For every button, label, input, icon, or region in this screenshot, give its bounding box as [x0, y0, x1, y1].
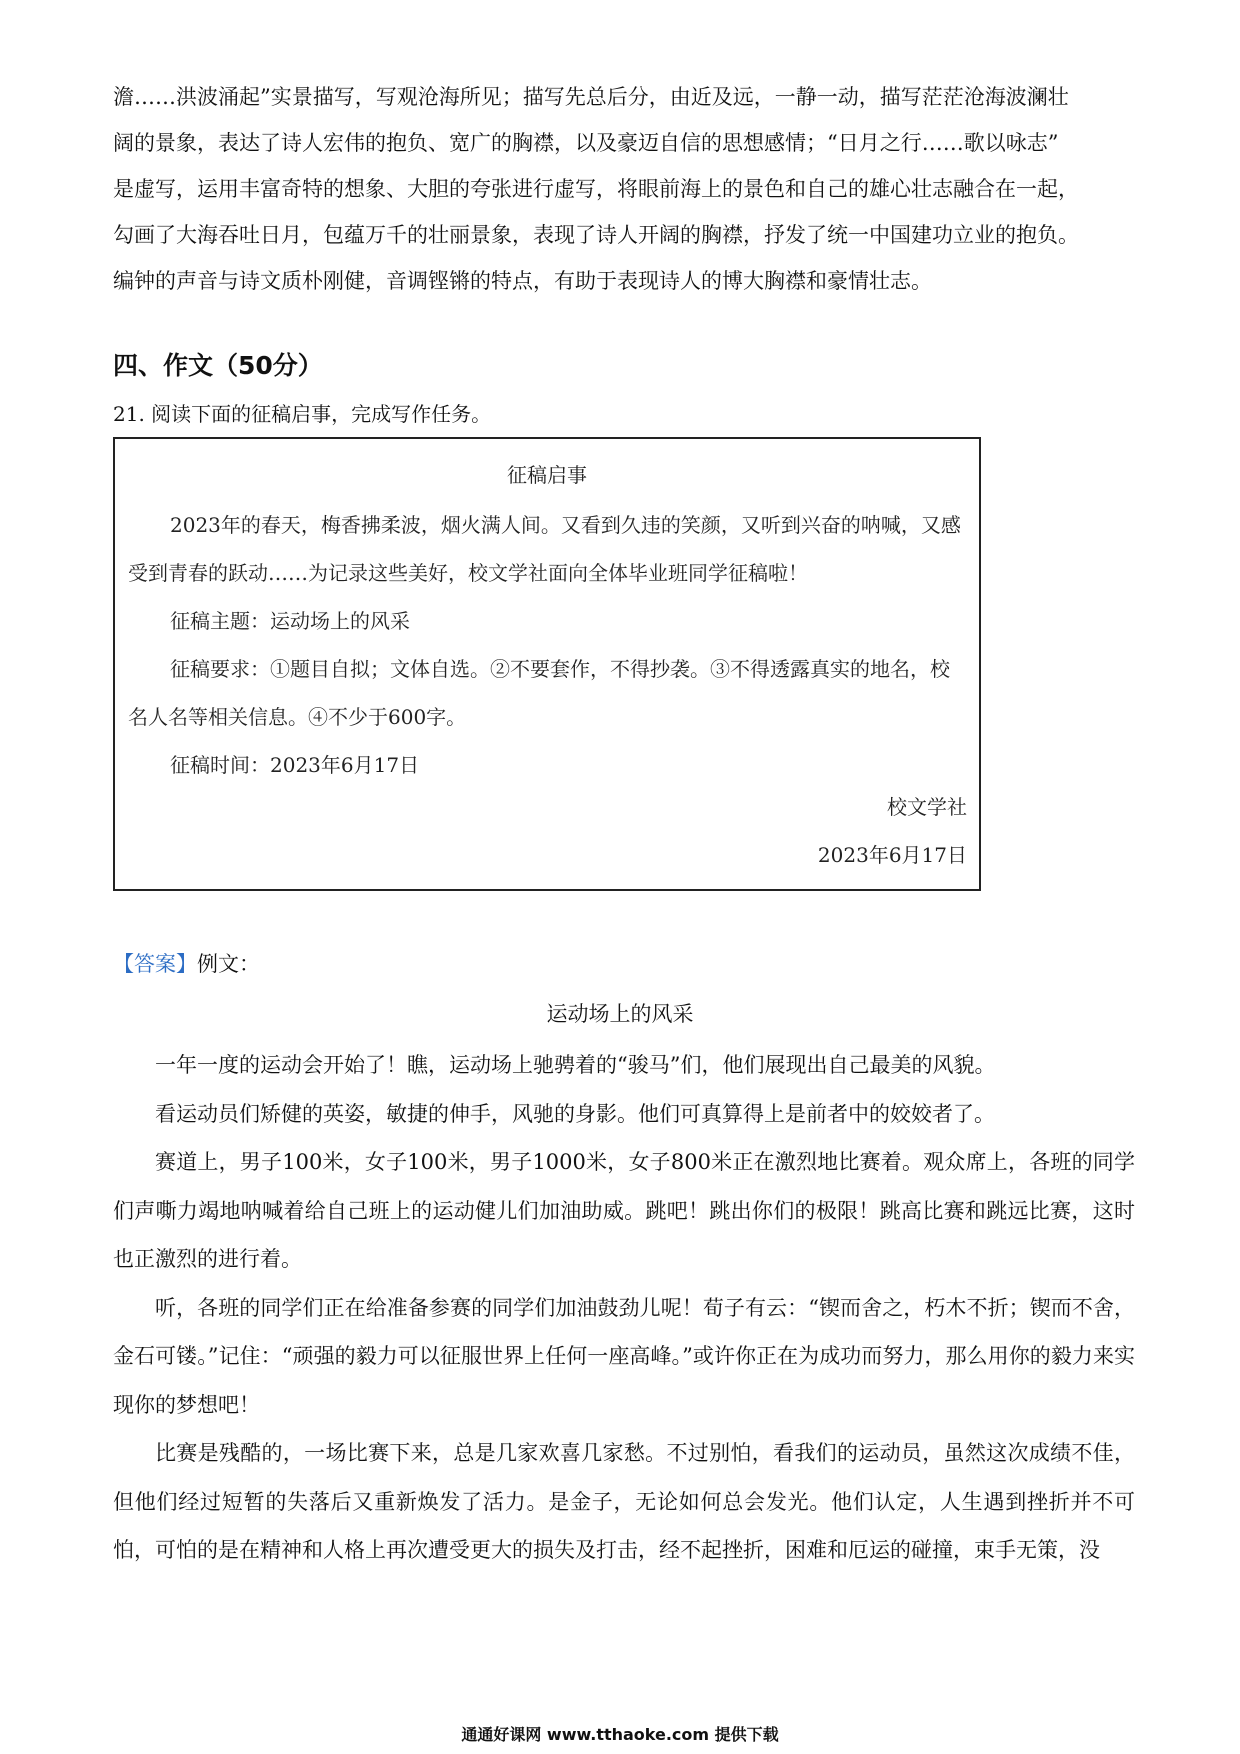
answer-tag: 【答案】 — [113, 952, 197, 976]
notice-title: 征稿启事 — [507, 463, 587, 487]
intro-line: 是虚写，运用丰富奇特的想象、大胆的夸张进行虚写，将眼前海上的景色和自己的雄心壮志融合在一起， — [113, 177, 1079, 201]
notice-theme: 征稿主题：运动场上的风采 — [170, 609, 410, 633]
notice-requirements: 征稿要求：①题目自拟；文体自选。②不要套作，不得抄袭。③不得透露真实的地名，校名人名等相关信息。④不少于600字。 — [128, 657, 950, 729]
essay-title: 运动场上的风采 — [546, 1002, 694, 1026]
essay-paragraph: 一年一度的运动会开始了！瞧，运动场上驰骋着的“骏马”们，他们展现出自己最美的风貌。 — [155, 1053, 996, 1077]
notice-signature: 校文学社 — [887, 795, 967, 819]
intro-line: 编钟的声音与诗文质朴刚健，音调铿锵的特点，有助于表现诗人的博大胸襟和豪情壮志。 — [113, 269, 932, 293]
notice-box — [113, 437, 981, 891]
section-title: 四、作文（50分） — [113, 351, 323, 380]
essay-paragraph: 听，各班的同学们正在给准备参赛的同学们加油鼓劲儿呢！荀子有云：“锲而舍之，朽木不折；锲而不舍，金石可镂。”记住：“顽强的毅力可以征服世界上任何一座高峰。”或许你正在为成功而努力，那么用你的毅力来实现你的梦想吧！ — [113, 1295, 1135, 1417]
essay-body — [113, 1041, 1135, 1575]
answer-sample-label: 例文： — [197, 952, 260, 976]
essay-paragraph: 比赛是残酷的，一场比赛下来，总是几家欢喜几家愁。不过别怕，看我们的运动员，虽然这次成绩不佳，但他们经过短暂的失落后又重新焕发了活力。是金子，无论如何总会发光。他们认定，人生遇到挫折并不可怕，可怕的是在精神和人格上再次遭受更大的损失及打击，经不起挫折，困难和厄运的碰撞，束手无策，没 — [113, 1441, 1135, 1562]
essay-paragraph: 看运动员们矫健的英姿，敏捷的伸手，风驰的身影。他们可真算得上是前者中的姣姣者了。 — [155, 1101, 995, 1126]
intro-text — [113, 74, 1135, 304]
answer-label — [113, 948, 260, 978]
notice-body — [128, 501, 968, 789]
intro-line: 勾画了大海吞吐日月，包蕴万千的壮丽景象，表现了诗人开阔的胸襟，抒发了统一中国建功立业的抱负。 — [113, 223, 1079, 247]
footer-source: 通通好课网 www.tthaoke.com 提供下载 — [461, 1725, 779, 1744]
notice-time: 征稿时间：2023年6月17日 — [170, 753, 420, 777]
question-prompt: 21. 阅读下面的征稿启事，完成写作任务。 — [113, 402, 492, 426]
notice-paragraph: 2023年的春天，梅香拂柔波，烟火满人间。又看到久违的笑颜，又听到兴奋的呐喊，又感受到青春的跃动……为记录这些美好，校文学社面向全体毕业班同学征稿啦！ — [128, 513, 961, 585]
essay-paragraph: 赛道上，男子100米，女子100米，男子1000米，女子800米正在激烈地比赛着。观众席上，各班的同学们声嘶力竭地呐喊着给自己班上的运动健儿们加油助威。跳吧！跳出你们的极限！跳高比赛和跳远比赛，这时也正激烈的进行着。 — [113, 1150, 1135, 1271]
notice-date: 2023年6月17日 — [817, 843, 967, 867]
intro-line: 阔的景象，表达了诗人宏伟的抱负、宽广的胸襟，以及豪迈自信的思想感情；“日月之行……歌以咏志” — [113, 131, 1059, 155]
intro-line: 澹……洪波涌起”实景描写，写观沧海所见；描写先总后分，由近及远，一静一动，描写茫茫沧海波澜壮 — [113, 85, 1069, 109]
